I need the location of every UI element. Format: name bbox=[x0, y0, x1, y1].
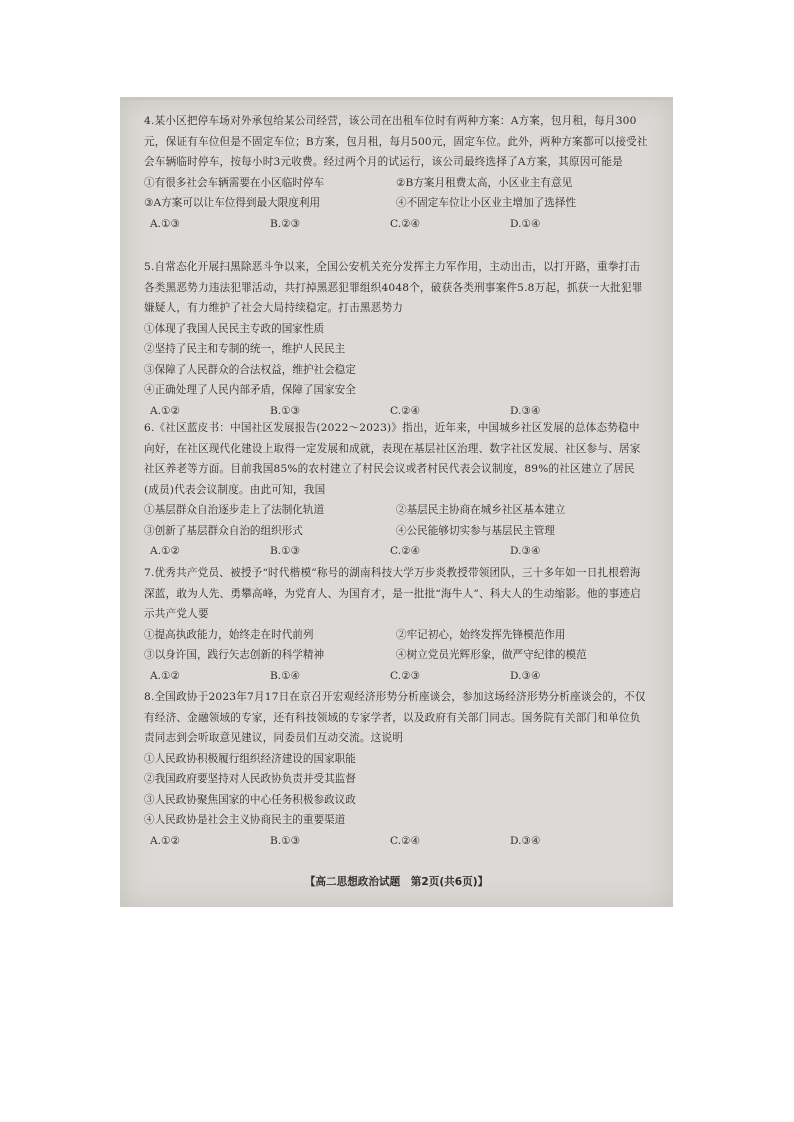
question-4-answer-c: C.②④ bbox=[390, 217, 421, 230]
question-6-answer-b: B.①③ bbox=[270, 545, 301, 557]
question-6-answers bbox=[144, 541, 649, 562]
question-5-option-1: ①体现了我国人民民主专政的国家性质 bbox=[144, 322, 325, 335]
question-5-option-2: ②坚持了民主和专制的统一，维护人民民主 bbox=[144, 343, 346, 355]
question-4 bbox=[144, 111, 649, 234]
question-5-answer-a: A.①② bbox=[150, 404, 181, 417]
question-7-answer-c: C.②③ bbox=[390, 669, 421, 682]
question-7-answer-d: D.③④ bbox=[510, 669, 541, 682]
question-4-option-3: ③A方案可以让车位得到最大限度利用 bbox=[144, 197, 321, 209]
question-8-option-2: ②我国政府要坚持对人民政协负责并受其监督 bbox=[144, 773, 356, 785]
question-8-answer-b: B.①③ bbox=[270, 834, 301, 847]
question-4-option-2: ②B方案月租费太高，小区业主有意见 bbox=[396, 176, 573, 189]
question-5-answer-d: D.③④ bbox=[510, 404, 541, 417]
question-4-answer-d: D.①④ bbox=[510, 217, 541, 230]
question-6-answer-c: C.②④ bbox=[390, 545, 421, 557]
question-7-option-4: ④树立党员光辉形象，做严守纪律的模范 bbox=[396, 649, 587, 661]
question-6-options-row-2 bbox=[144, 521, 649, 542]
question-6-option-4: ④公民能够切实参与基层民主管理 bbox=[396, 524, 555, 537]
question-8-options bbox=[144, 749, 649, 831]
question-8-option-4: ④人民政协是社会主义协商民主的重要渠道 bbox=[144, 814, 346, 826]
question-5-options bbox=[144, 319, 649, 401]
question-5-option-3: ③保障了人民群众的合法权益，维护社会稳定 bbox=[144, 363, 356, 376]
question-8 bbox=[144, 687, 649, 851]
question-7-answer-a: A.①② bbox=[150, 669, 181, 682]
question-7-option-3: ③以身许国，践行矢志创新的科学精神 bbox=[144, 649, 325, 661]
question-8-option-1: ①人民政协积极履行组织经济建设的国家职能 bbox=[144, 752, 356, 765]
question-6-options-row-1 bbox=[144, 500, 649, 521]
question-7-option-1: ①提高执政能力，始终走在时代前列 bbox=[144, 628, 314, 641]
question-6-option-2: ②基层民主协商在城乡社区基本建立 bbox=[396, 504, 566, 516]
question-7-answer-b: B.①④ bbox=[270, 669, 301, 682]
question-8-stem: 8.全国政协于2023年7月17日在京召开宏观经济形势分析座谈会，参加这场经济形势分析座谈会的，不仅有经济、金融领域的专家，还有科技领域的专家学者，以及政府有关部门同志。国务院有关部门和单位负责同志到会听取意见建议，同委员们互动交流。这说明 bbox=[144, 691, 646, 744]
question-6 bbox=[144, 418, 649, 562]
question-6-stem: 6.《社区蓝皮书：中国社区发展报告(2022～2023)》指出，近年来，中国城乡社区发展的总体态势稳中向好，在社区现代化建设上取得一定发展和成就，表现在基层社区治理、数字社区发展、社区参与、居家社区养老等方面。目前我国85%的农村建立了村民会议或者村民代表会议制度，89%的社区建立了居民(成员)代表会议制度。由此可知，我国 bbox=[144, 422, 641, 496]
question-4-answer-a: A.①③ bbox=[150, 217, 181, 230]
question-4-answer-b: B.②③ bbox=[270, 217, 301, 230]
question-5 bbox=[144, 257, 649, 421]
question-6-option-1: ①基层群众自治逐步走上了法制化轨道 bbox=[144, 504, 325, 516]
question-5-answer-c: C.②④ bbox=[390, 404, 421, 417]
question-4-stem: 4.某小区把停车场对外承包给某公司经营，该公司在出租车位时有两种方案：A方案，包月租，每月300元，保证有车位但是不固定车位；B方案，包月租，每月500元，固定车位。此外，两种方案都可以接受社会车辆临时停车，按每小时3元收费。经过两个月的试运行，该公司最终选择了A方案，其原因可能是 bbox=[144, 115, 648, 168]
question-5-stem: 5.自常态化开展扫黑除恶斗争以来，全国公安机关充分发挥主力军作用，主动出击，以打开路，重拳打击各类黑恶势力违法犯罪活动，共打掉黑恶犯罪组织4048个，破获各类刑事案件5.8万起，抓获一大批犯罪嫌疑人，有力维护了社会大局持续稳定。打击黑恶势力 bbox=[144, 261, 643, 314]
page-footer: 【高二思想政治试题 第2页(共6页)】 bbox=[304, 876, 489, 888]
question-6-answer-a: A.①② bbox=[150, 545, 181, 557]
question-7-option-2: ②牢记初心，始终发挥先锋模范作用 bbox=[396, 628, 566, 641]
question-8-option-3: ③人民政协聚焦国家的中心任务积极参政议政 bbox=[144, 793, 356, 806]
question-8-answer-a: A.①② bbox=[150, 834, 181, 847]
question-7-answers bbox=[144, 666, 649, 687]
question-7-options-row-1 bbox=[144, 625, 649, 646]
question-7-stem: 7.优秀共产党员、被授予“时代楷模”称号的湖南科技大学万步炎教授带领团队，三十多年如一日扎根碧海深蓝，敢为人先、勇攀高峰，为党育人、为国育才，是一批批“海牛人”、科大人的生动缩影。他的事迹启示共产党人要 bbox=[144, 567, 641, 620]
question-4-option-4: ④不固定车位让小区业主增加了选择性 bbox=[396, 197, 577, 209]
question-7 bbox=[144, 563, 649, 686]
question-4-options-row-2 bbox=[144, 193, 649, 214]
question-8-answers bbox=[144, 831, 649, 852]
question-7-options-row-2 bbox=[144, 645, 649, 666]
question-5-answer-b: B.①③ bbox=[270, 404, 301, 417]
question-6-option-3: ③创新了基层群众自治的组织形式 bbox=[144, 524, 303, 537]
exam-page-photo bbox=[120, 97, 673, 907]
question-8-answer-c: C.②④ bbox=[390, 834, 421, 847]
question-5-option-4: ④正确处理了人民内部矛盾，保障了国家安全 bbox=[144, 384, 356, 396]
question-4-options-row-1 bbox=[144, 173, 649, 194]
question-8-answer-d: D.③④ bbox=[510, 834, 541, 847]
question-6-answer-d: D.③④ bbox=[510, 545, 541, 557]
question-4-option-1: ①有很多社会车辆需要在小区临时停车 bbox=[144, 176, 325, 189]
question-4-answers bbox=[144, 214, 649, 235]
